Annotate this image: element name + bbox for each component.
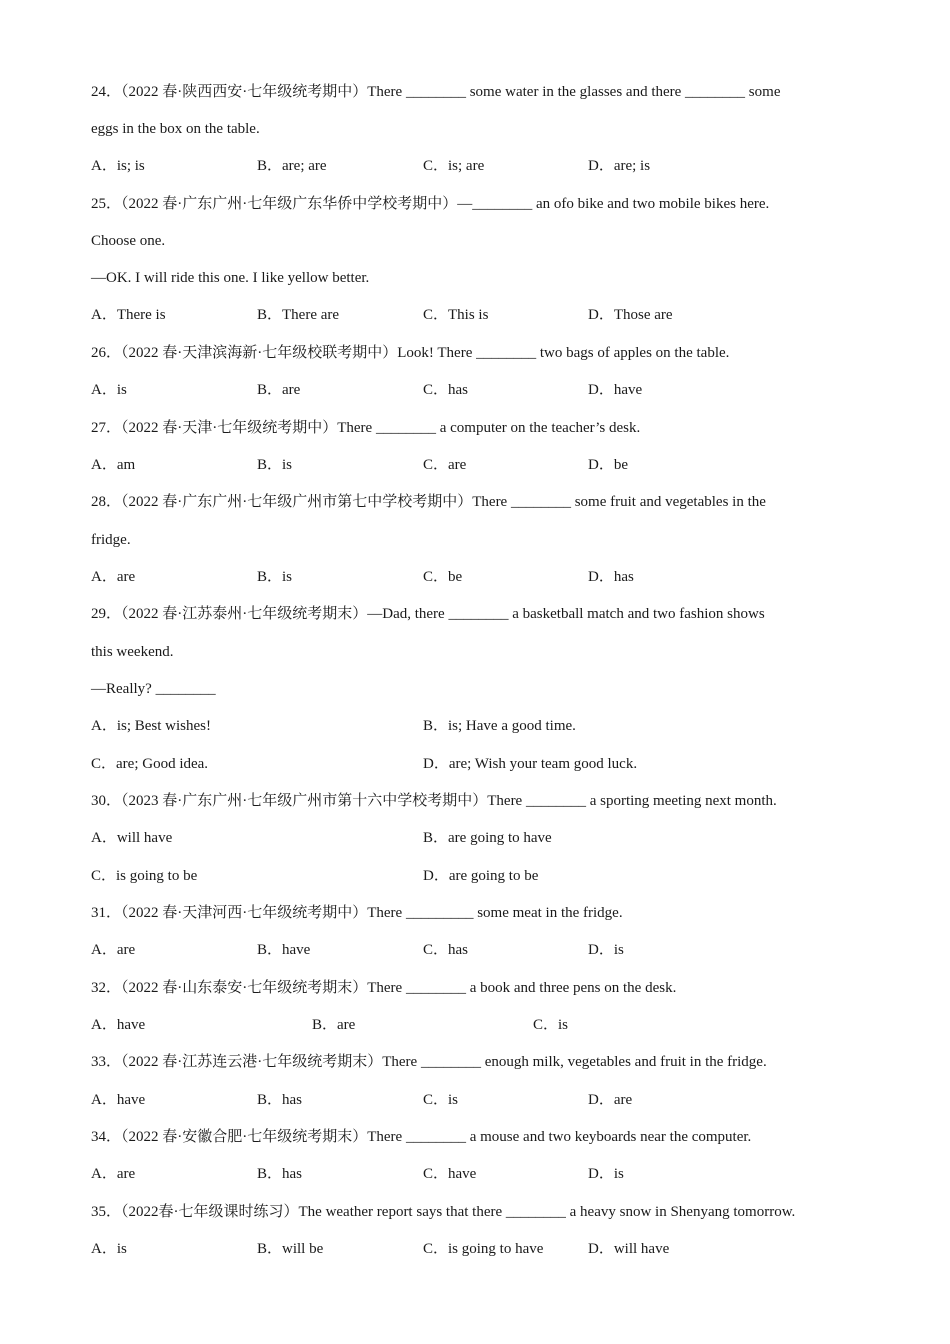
question-text: 29．（2022 春·江苏泰州·七年级统考期末）—Dad, there ________ a basketball match and two fashion shows [91, 606, 765, 622]
question-text: 25．（2022 春·广东广州·七年级广东华侨中学校考期中）—________ an ofo bike and two mobile bikes here. [91, 196, 770, 212]
question-text: —OK. I will ride this one. I like yellow better. [91, 270, 370, 286]
option-a: A．is [91, 382, 127, 398]
option-a: A．am [91, 457, 136, 473]
option-b: B．are going to have [423, 830, 552, 846]
question-text: Choose one. [91, 233, 166, 249]
option-d: D．will have [588, 1241, 670, 1257]
option-a: A．are [91, 1166, 136, 1182]
option-d: D．is [588, 1166, 624, 1182]
option-c: C．has [423, 382, 469, 398]
question-text: 35．（2022春·七年级课时练习）The weather report says that there ________ a heavy snow in Shenyang tomorrow. [91, 1204, 796, 1220]
option-a: A．will have [91, 830, 173, 846]
option-d: D．be [588, 457, 628, 473]
question-text: eggs in the box on the table. [91, 121, 260, 137]
option-b: B．will be [257, 1241, 324, 1257]
question-text: —Really? ________ [91, 681, 216, 697]
question-text: 31．（2022 春·天津河西·七年级统考期中）There _________ some meat in the fridge. [91, 905, 623, 921]
option-d: D．is [588, 942, 624, 958]
option-c: C．is [423, 1092, 459, 1108]
option-a: A．are [91, 569, 136, 585]
question-text: 24．（2022 春·陕西西安·七年级统考期中）There ________ some water in the glasses and there ________ some [91, 84, 781, 100]
option-a: A．have [91, 1017, 146, 1033]
question-text: 28．（2022 春·广东广州·七年级广州市第七中学校考期中）There ________ some fruit and vegetables in the [91, 494, 766, 510]
option-c: C．is going to have [423, 1241, 544, 1257]
option-b: B．is; Have a good time. [423, 718, 576, 734]
option-c: C．are; Good idea. [91, 756, 209, 772]
option-a: A．is [91, 1241, 127, 1257]
question-text: 33．（2022 春·江苏连云港·七年级统考期末）There ________ enough milk, vegetables and fruit in the fridge. [91, 1054, 767, 1070]
option-b: B．There are [257, 307, 340, 323]
option-d: D．have [588, 382, 643, 398]
question-text: this weekend. [91, 644, 174, 660]
option-b: B．has [257, 1166, 303, 1182]
option-b: B．are [312, 1017, 356, 1033]
question-text: 27．（2022 春·天津·七年级统考期中）There ________ a computer on the teacher’s desk. [91, 420, 641, 436]
option-d: D．are [588, 1092, 633, 1108]
option-b: B．has [257, 1092, 303, 1108]
option-a: A．are [91, 942, 136, 958]
option-a: A．have [91, 1092, 146, 1108]
option-d: D．has [588, 569, 634, 585]
question-text: 32．（2022 春·山东泰安·七年级统考期末）There ________ a book and three pens on the desk. [91, 980, 677, 996]
option-a: A．is; Best wishes! [91, 718, 212, 734]
option-c: C．This is [423, 307, 489, 323]
option-d: D．are; is [588, 158, 651, 174]
option-c: C．have [423, 1166, 477, 1182]
option-c: C．is [533, 1017, 569, 1033]
option-b: B．have [257, 942, 311, 958]
option-b: B．are; are [257, 158, 327, 174]
option-b: B．is [257, 569, 293, 585]
question-text: fridge. [91, 532, 131, 548]
option-c: C．are [423, 457, 467, 473]
option-c: C．has [423, 942, 469, 958]
option-c: C．be [423, 569, 463, 585]
option-c: C．is; are [423, 158, 485, 174]
option-a: A．is; is [91, 158, 145, 174]
option-a: A．There is [91, 307, 166, 323]
question-text: 26．（2022 春·天津滨海新·七年级校联考期中）Look! There ________ two bags of apples on the table. [91, 345, 730, 361]
option-c: C．is going to be [91, 868, 198, 884]
question-text: 30．（2023 春·广东广州·七年级广州市第十六中学校考期中）There ________ a sporting meeting next month. [91, 793, 777, 809]
question-text: 34．（2022 春·安徽合肥·七年级统考期末）There ________ a mouse and two keyboards near the computer. [91, 1129, 752, 1145]
option-b: B．are [257, 382, 301, 398]
option-d: D．are; Wish your team good luck. [423, 756, 638, 772]
option-b: B．is [257, 457, 293, 473]
option-d: D．Those are [588, 307, 673, 323]
option-d: D．are going to be [423, 868, 539, 884]
